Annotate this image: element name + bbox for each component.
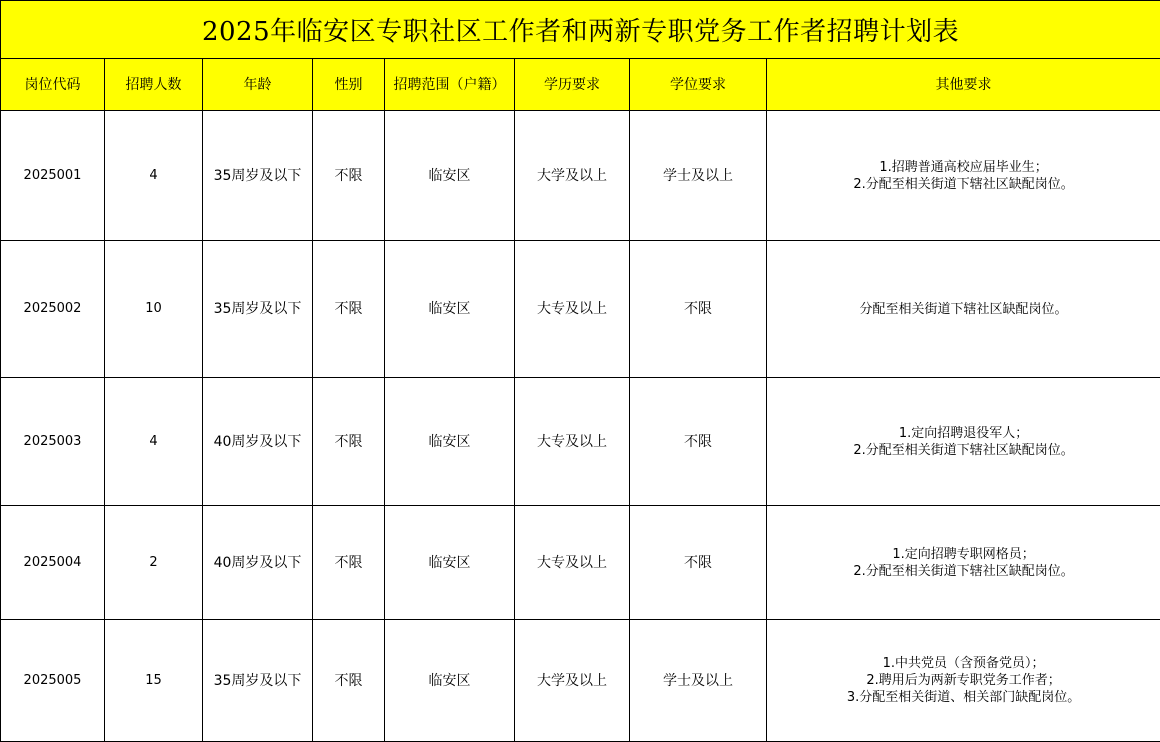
- cell-age: 35周岁及以下: [203, 111, 313, 241]
- cell-code: 2025003: [1, 378, 105, 506]
- cell-age: 35周岁及以下: [203, 620, 313, 742]
- cell-count: 2: [105, 506, 203, 620]
- cell-scope: 临安区: [385, 620, 515, 742]
- cell-degree: 不限: [630, 241, 767, 378]
- cell-gender: 不限: [313, 111, 385, 241]
- other-requirement-line: 2.分配至相关街道下辖社区缺配岗位。: [771, 176, 1156, 193]
- column-header-scope: 招聘范围（户籍）: [385, 59, 515, 111]
- cell-gender: 不限: [313, 506, 385, 620]
- column-header-count: 招聘人数: [105, 59, 203, 111]
- cell-count: 10: [105, 241, 203, 378]
- cell-other: [767, 378, 1160, 506]
- other-requirement-line: 1.定向招聘退役军人；: [771, 425, 1156, 442]
- cell-code: 2025004: [1, 506, 105, 620]
- cell-other: [767, 620, 1160, 742]
- cell-degree: 不限: [630, 506, 767, 620]
- cell-education: 大学及以上: [515, 620, 630, 742]
- table-title: 2025年临安区专职社区工作者和两新专职党务工作者招聘计划表: [1, 1, 1160, 59]
- cell-age: 35周岁及以下: [203, 241, 313, 378]
- table-row: [1, 506, 1160, 620]
- cell-education: 大专及以上: [515, 241, 630, 378]
- cell-other: [767, 241, 1160, 378]
- cell-scope: 临安区: [385, 241, 515, 378]
- other-requirement-line: 分配至相关街道下辖社区缺配岗位。: [771, 301, 1156, 318]
- cell-education: 大专及以上: [515, 378, 630, 506]
- table-header-row: [1, 59, 1160, 111]
- cell-code: 2025005: [1, 620, 105, 742]
- cell-count: 4: [105, 111, 203, 241]
- column-header-code: 岗位代码: [1, 59, 105, 111]
- cell-scope: 临安区: [385, 378, 515, 506]
- cell-degree: 不限: [630, 378, 767, 506]
- cell-gender: 不限: [313, 378, 385, 506]
- table-row: [1, 378, 1160, 506]
- cell-education: 大学及以上: [515, 111, 630, 241]
- cell-other: [767, 506, 1160, 620]
- cell-count: 4: [105, 378, 203, 506]
- column-header-gender: 性别: [313, 59, 385, 111]
- cell-code: 2025002: [1, 241, 105, 378]
- other-requirement-line: 1.定向招聘专职网格员；: [771, 546, 1156, 563]
- cell-gender: 不限: [313, 620, 385, 742]
- other-requirement-line: 3.分配至相关街道、相关部门缺配岗位。: [771, 689, 1156, 706]
- cell-degree: 学士及以上: [630, 111, 767, 241]
- cell-age: 40周岁及以下: [203, 378, 313, 506]
- cell-scope: 临安区: [385, 506, 515, 620]
- other-requirement-line: 2.聘用后为两新专职党务工作者；: [771, 672, 1156, 689]
- cell-degree: 学士及以上: [630, 620, 767, 742]
- other-requirement-line: 1.中共党员（含预备党员）；: [771, 655, 1156, 672]
- cell-gender: 不限: [313, 241, 385, 378]
- cell-age: 40周岁及以下: [203, 506, 313, 620]
- column-header-age: 年龄: [203, 59, 313, 111]
- cell-code: 2025001: [1, 111, 105, 241]
- column-header-degree: 学位要求: [630, 59, 767, 111]
- cell-other: [767, 111, 1160, 241]
- table-row: [1, 111, 1160, 241]
- cell-scope: 临安区: [385, 111, 515, 241]
- other-requirement-line: 2.分配至相关街道下辖社区缺配岗位。: [771, 442, 1156, 459]
- table-row: [1, 620, 1160, 742]
- other-requirement-line: 2.分配至相关街道下辖社区缺配岗位。: [771, 563, 1156, 580]
- cell-education: 大专及以上: [515, 506, 630, 620]
- column-header-other: 其他要求: [767, 59, 1160, 111]
- other-requirement-line: 1.招聘普通高校应届毕业生；: [771, 159, 1156, 176]
- table-row: [1, 241, 1160, 378]
- column-header-education: 学历要求: [515, 59, 630, 111]
- cell-count: 15: [105, 620, 203, 742]
